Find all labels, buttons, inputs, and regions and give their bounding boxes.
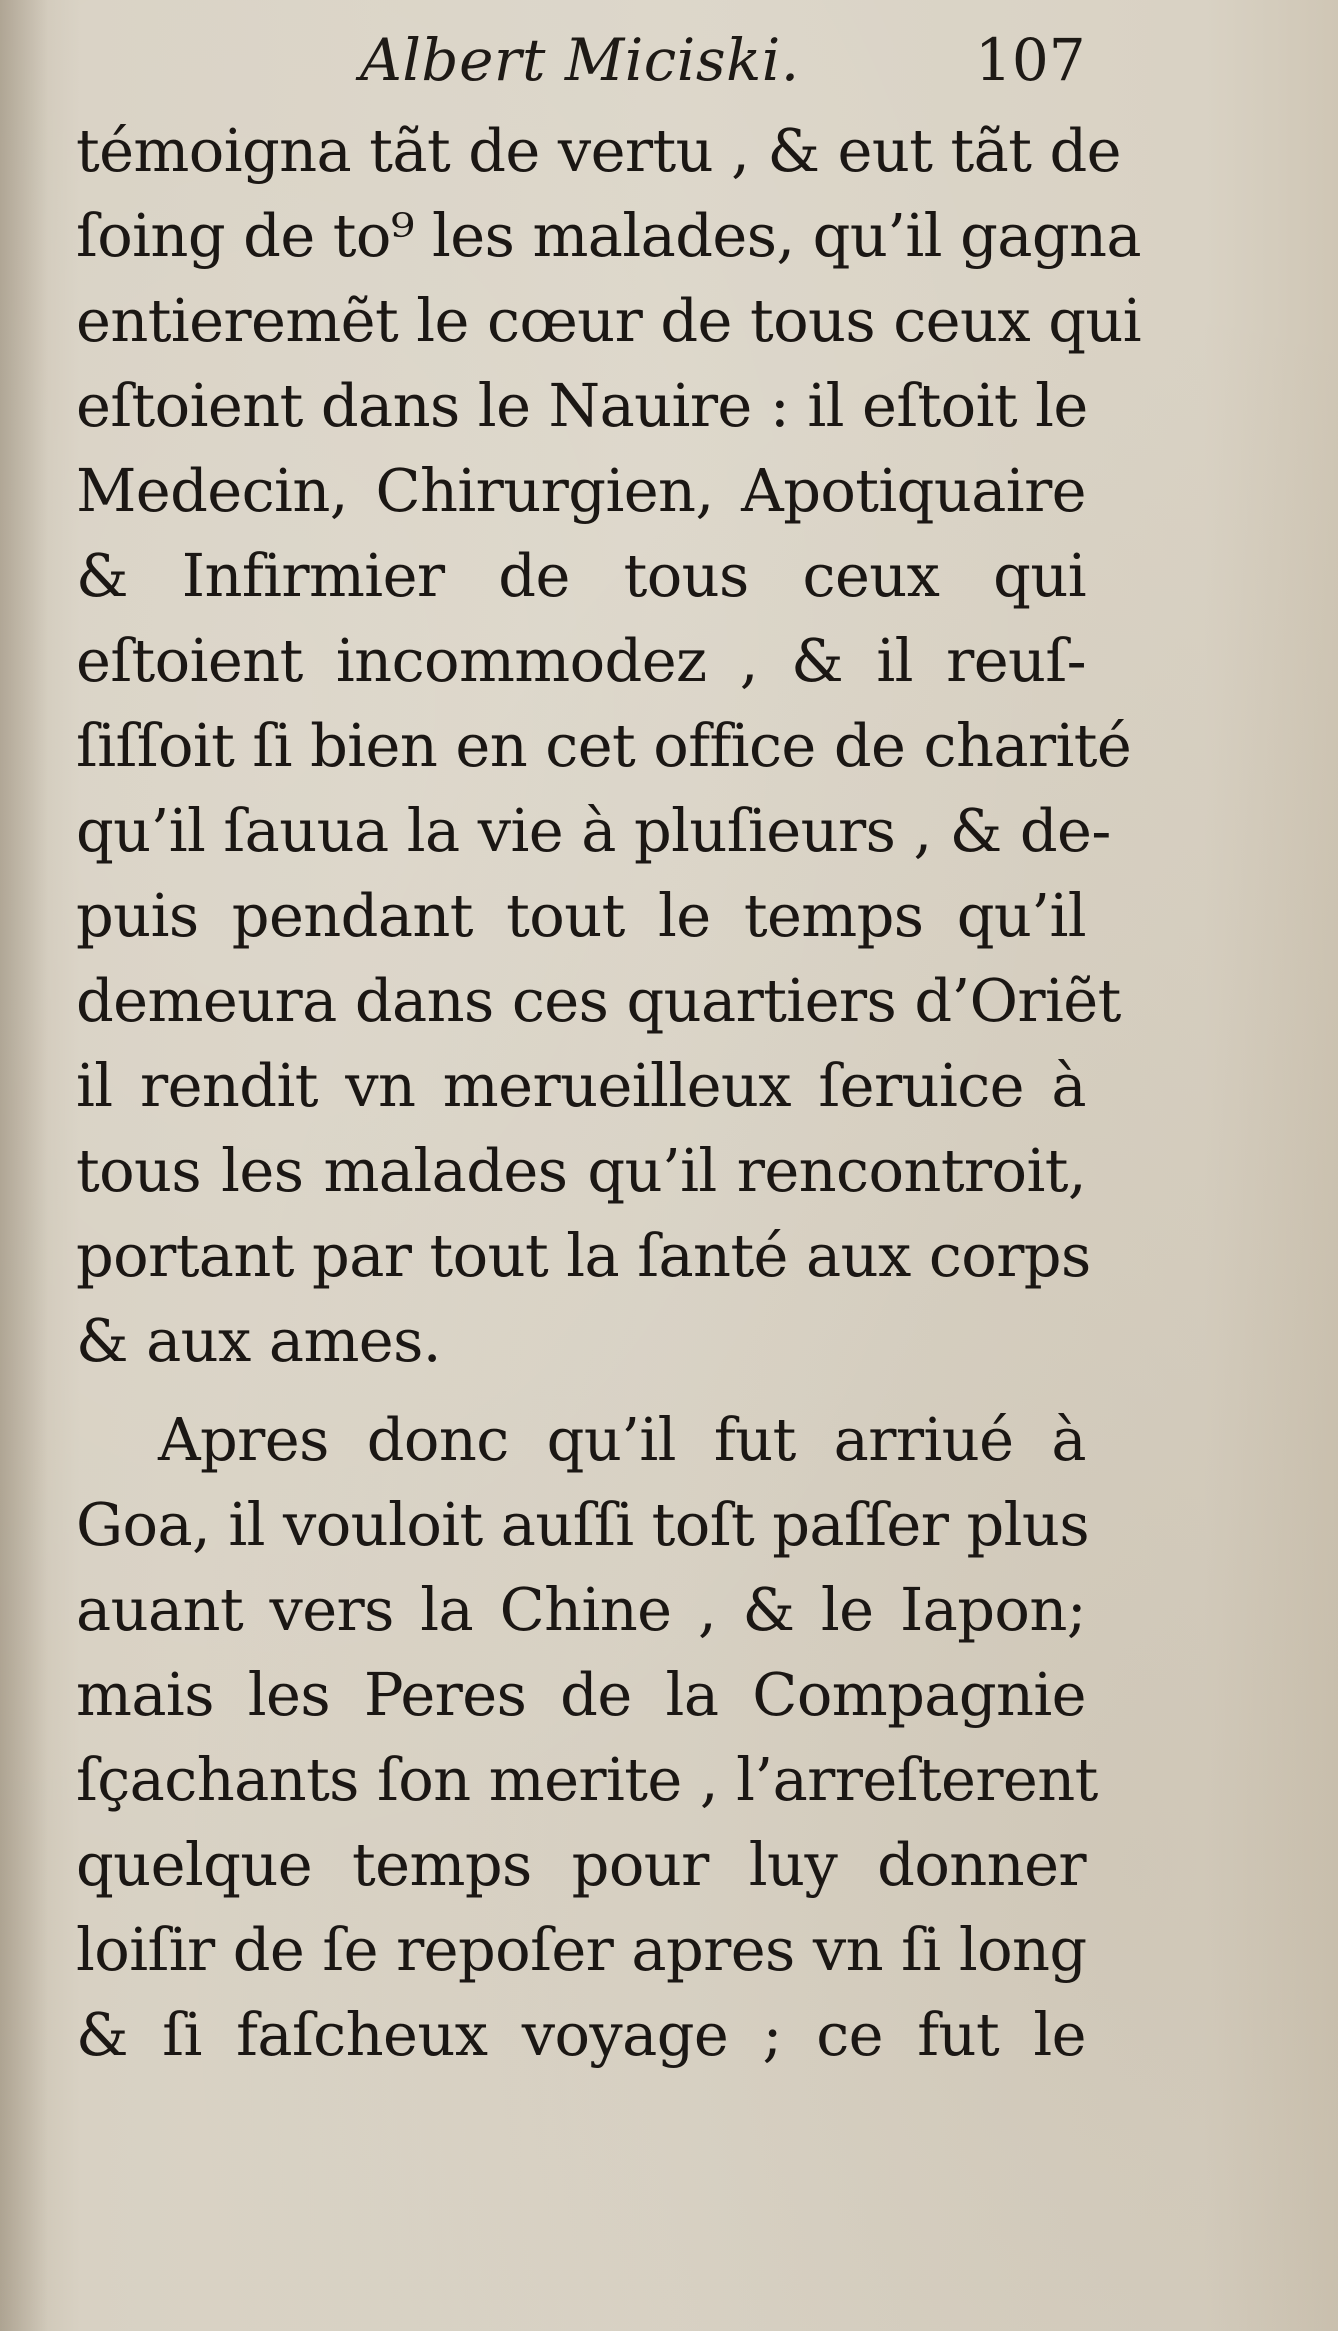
text-line: il rendit vn merueilleux ſeruice à xyxy=(76,1051,1086,1120)
text-line: demeura dans ces quartiers d’Oriẽt xyxy=(76,966,1121,1035)
text-line: Goa, il vouloit auſſi toſt paſſer plus xyxy=(76,1490,1090,1559)
text-line: loiſir de ſe repoſer apres vn ſi long xyxy=(76,1915,1087,1984)
text-line: qu’il ſauua la vie à pluſieurs , & de- xyxy=(76,796,1111,865)
running-head xyxy=(0,20,1338,100)
text-line: témoigna tãt de vertu , & eut tãt de xyxy=(76,116,1121,185)
text-line: quelque temps pour luy donner xyxy=(76,1830,1086,1899)
text-line: ſoing de to⁹ les malades, qu’il gagna xyxy=(76,201,1141,270)
text-block xyxy=(76,108,1142,2077)
text-line: Medecin, Chirurgien, Apotiquaire xyxy=(76,456,1086,525)
text-line: entieremẽt le cœur de tous ceux qui xyxy=(76,286,1142,355)
text-line: ſçachants ſon merite , l’arreſterent xyxy=(76,1745,1098,1814)
text-line: mais les Peres de la Compagnie xyxy=(76,1660,1086,1729)
text-line: portant par tout la ſanté aux corps xyxy=(76,1221,1091,1290)
text-line: puis pendant tout le temps qu’il xyxy=(76,881,1086,950)
gutter-shadow xyxy=(0,0,48,2331)
page-number: 107 xyxy=(975,26,1086,94)
text-line: ſiſſoit ſi bien en cet office de charité xyxy=(76,711,1132,780)
paragraph xyxy=(76,1397,1098,2077)
text-line: Apres donc qu’il fut arriué à xyxy=(158,1405,1086,1474)
text-line: eſtoient dans le Nauire : il eſtoit le xyxy=(76,371,1088,440)
text-line: tous les malades qu’il rencontroit, xyxy=(76,1136,1086,1205)
text-line: auant vers la Chine , & le Iapon; xyxy=(76,1575,1086,1644)
running-title: Albert Miciski. xyxy=(360,26,800,94)
text-line: & Infirmier de tous ceux qui xyxy=(76,541,1086,610)
paragraph xyxy=(76,108,1142,1383)
text-line: & aux ames. xyxy=(76,1306,441,1375)
text-line: & ſi faſcheux voyage ; ce fut le xyxy=(76,2000,1086,2069)
text-line: eſtoient incommodez , & il reuſ- xyxy=(76,626,1086,695)
